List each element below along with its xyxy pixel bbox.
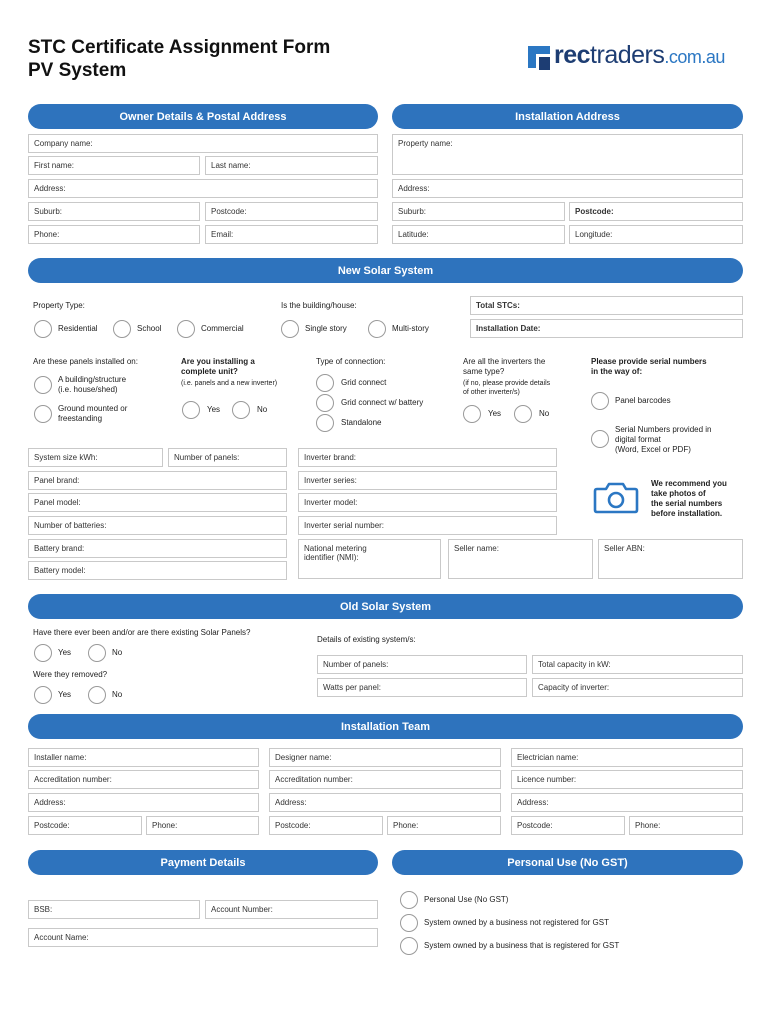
electrician-name-field[interactable]: Electrician name:: [511, 748, 743, 767]
installation-date-field[interactable]: Installation Date:: [470, 319, 743, 338]
existing-yes-radio[interactable]: [34, 644, 52, 662]
seller-name-field[interactable]: Seller name:: [448, 539, 593, 579]
existing-yes-label: Yes: [58, 648, 72, 657]
removed-yes-radio[interactable]: [34, 686, 52, 704]
inverters-same-no-label: No: [539, 409, 550, 418]
total-capacity-field[interactable]: Total capacity in kW:: [532, 655, 743, 674]
panel-model-field[interactable]: Panel model:: [28, 493, 287, 512]
owner-suburb-field[interactable]: Suburb:: [28, 202, 200, 221]
inverters-same-no-radio[interactable]: [514, 405, 532, 423]
removed-yes-label: Yes: [58, 690, 72, 699]
multi-story-radio[interactable]: [368, 320, 386, 338]
property-type-label: Property Type:: [33, 301, 85, 310]
inverter-serial-field[interactable]: Inverter serial number:: [298, 516, 557, 535]
longitude-field[interactable]: Longitude:: [569, 225, 743, 244]
inverter-capacity-field[interactable]: Capacity of inverter:: [532, 678, 743, 697]
owner-email-field[interactable]: Email:: [205, 225, 378, 244]
single-story-label: Single story: [305, 324, 347, 333]
complete-unit-no-radio[interactable]: [232, 401, 250, 419]
inverters-same-yes-label: Yes: [488, 409, 502, 418]
latitude-field[interactable]: Latitude:: [392, 225, 565, 244]
total-stcs-field[interactable]: Total STCs:: [470, 296, 743, 315]
removed-no-radio[interactable]: [88, 686, 106, 704]
existing-panels-label: Have there ever been and/or are there existing Solar Panels?: [33, 628, 251, 637]
business-registered-radio[interactable]: [400, 937, 418, 955]
form-title: [28, 36, 330, 82]
installer-accreditation-field[interactable]: Accreditation number:: [28, 770, 259, 789]
watts-per-panel-field[interactable]: Watts per panel:: [317, 678, 527, 697]
battery-model-field[interactable]: Battery model:: [28, 561, 287, 580]
installer-name-field[interactable]: Installer name:: [28, 748, 259, 767]
owner-phone-field[interactable]: Phone:: [28, 225, 200, 244]
residential-radio[interactable]: [34, 320, 52, 338]
school-radio[interactable]: [113, 320, 131, 338]
company-name-field[interactable]: Company name:: [28, 134, 378, 153]
complete-unit-note: (i.e. panels and a new inverter): [181, 380, 278, 387]
logo-wordmark: rectraders.com.au: [554, 41, 725, 69]
standalone-label: Standalone: [341, 418, 382, 427]
panel-brand-field[interactable]: Panel brand:: [28, 471, 287, 490]
battery-brand-field[interactable]: Battery brand:: [28, 539, 287, 558]
install-postcode-field[interactable]: Postcode:: [569, 202, 743, 221]
single-story-radio[interactable]: [281, 320, 299, 338]
recommend-photos-note: We recommend you take photos of the serial numbers before installation.: [651, 479, 727, 518]
building-house-label: Is the building/house:: [281, 301, 357, 310]
business-not-registered-label: System owned by a business not registered for GST: [424, 918, 609, 927]
rectraders-logo: [528, 42, 725, 70]
installer-postcode-field[interactable]: Postcode:: [28, 816, 142, 835]
existing-no-label: No: [112, 648, 123, 657]
inverters-same-yes-radio[interactable]: [463, 405, 481, 423]
business-not-registered-radio[interactable]: [400, 914, 418, 932]
standalone-radio[interactable]: [316, 414, 334, 432]
electrician-postcode-field[interactable]: Postcode:: [511, 816, 625, 835]
serial-numbers-label: Please provide serial numbers in the way of:: [591, 357, 707, 376]
residential-label: Residential: [58, 324, 98, 333]
owner-postcode-field[interactable]: Postcode:: [205, 202, 378, 221]
designer-address-field[interactable]: Address:: [269, 793, 501, 812]
title-line-2: PV System: [28, 60, 127, 81]
nmi-field[interactable]: National metering identifier (NMI):: [298, 539, 441, 579]
ground-mounted-radio[interactable]: [34, 405, 52, 423]
grid-battery-radio[interactable]: [316, 394, 334, 412]
licence-number-field[interactable]: Licence number:: [511, 770, 743, 789]
panels-installed-label: Are these panels installed on:: [33, 357, 138, 366]
inverter-brand-field[interactable]: Inverter brand:: [298, 448, 557, 467]
grid-connect-label: Grid connect: [341, 378, 387, 387]
last-name-field[interactable]: Last name:: [205, 156, 378, 175]
inverter-series-field[interactable]: Inverter series:: [298, 471, 557, 490]
removed-label: Were they removed?: [33, 670, 108, 679]
property-name-field[interactable]: Property name:: [392, 134, 743, 175]
number-of-panels-field[interactable]: Number of panels:: [168, 448, 287, 467]
rectraders-logo-icon: [528, 46, 550, 70]
commercial-label: Commercial: [201, 324, 244, 333]
title-line-1: STC Certificate Assignment Form: [28, 37, 331, 58]
new-solar-system-heading: New Solar System: [28, 258, 743, 283]
owner-address-field[interactable]: Address:: [28, 179, 378, 198]
serial-digital-label: Serial Numbers provided in digital format (Word, Excel or PDF): [615, 425, 712, 454]
complete-unit-label: Are you installing a complete unit?: [181, 357, 255, 376]
number-of-batteries-field[interactable]: Number of batteries:: [28, 516, 287, 535]
removed-no-label: No: [112, 690, 123, 699]
complete-unit-yes-label: Yes: [207, 405, 221, 414]
multi-story-label: Multi-story: [392, 324, 429, 333]
installer-phone-field[interactable]: Phone:: [146, 816, 259, 835]
existing-details-label: Details of existing system/s:: [317, 635, 416, 644]
account-name-field[interactable]: Account Name:: [28, 928, 378, 947]
commercial-radio[interactable]: [177, 320, 195, 338]
panel-barcodes-radio[interactable]: [591, 392, 609, 410]
designer-name-field[interactable]: Designer name:: [269, 748, 501, 767]
account-number-field[interactable]: Account Number:: [205, 900, 378, 919]
installation-address-heading: Installation Address: [392, 104, 743, 129]
electrician-address-field[interactable]: Address:: [511, 793, 743, 812]
grid-battery-label: Grid connect w/ battery: [341, 398, 424, 407]
camera-icon: [593, 482, 639, 514]
school-label: School: [137, 324, 162, 333]
building-structure-radio[interactable]: [34, 376, 52, 394]
installation-team-heading: Installation Team: [28, 714, 743, 739]
business-registered-label: System owned by a business that is registered for GST: [424, 941, 620, 950]
designer-phone-field[interactable]: Phone:: [387, 816, 501, 835]
electrician-phone-field[interactable]: Phone:: [629, 816, 743, 835]
designer-accreditation-field[interactable]: Accreditation number:: [269, 770, 501, 789]
personal-use-label: Personal Use (No GST): [424, 895, 509, 904]
serial-digital-radio[interactable]: [591, 430, 609, 448]
ground-mounted-label: Ground mounted or freestanding: [58, 404, 128, 423]
owner-details-heading: Owner Details & Postal Address: [28, 104, 378, 129]
personal-use-heading: Personal Use (No GST): [392, 850, 743, 875]
inverter-model-field[interactable]: Inverter model:: [298, 493, 557, 512]
building-structure-label: A building/structure (i.e. house/shed): [58, 375, 127, 394]
bsb-field[interactable]: BSB:: [28, 900, 200, 919]
grid-connect-radio[interactable]: [316, 374, 334, 392]
complete-unit-no-label: No: [257, 405, 268, 414]
inverters-note: (if no, please provide details of other inverter/s): [463, 380, 551, 396]
first-name-field[interactable]: First name:: [28, 156, 200, 175]
install-address-field[interactable]: Address:: [392, 179, 743, 198]
payment-details-heading: Payment Details: [28, 850, 378, 875]
old-number-of-panels-field[interactable]: Number of panels:: [317, 655, 527, 674]
designer-postcode-field[interactable]: Postcode:: [269, 816, 383, 835]
old-solar-system-heading: Old Solar System: [28, 594, 743, 619]
install-suburb-field[interactable]: Suburb:: [392, 202, 565, 221]
installer-address-field[interactable]: Address:: [28, 793, 259, 812]
seller-abn-field[interactable]: Seller ABN:: [598, 539, 743, 579]
existing-no-radio[interactable]: [88, 644, 106, 662]
connection-type-label: Type of connection:: [316, 357, 386, 366]
system-size-field[interactable]: System size kWh:: [28, 448, 163, 467]
inverters-same-label: Are all the inverters the same type?: [463, 357, 546, 376]
panel-barcodes-label: Panel barcodes: [615, 396, 671, 405]
complete-unit-yes-radio[interactable]: [182, 401, 200, 419]
personal-use-radio[interactable]: [400, 891, 418, 909]
